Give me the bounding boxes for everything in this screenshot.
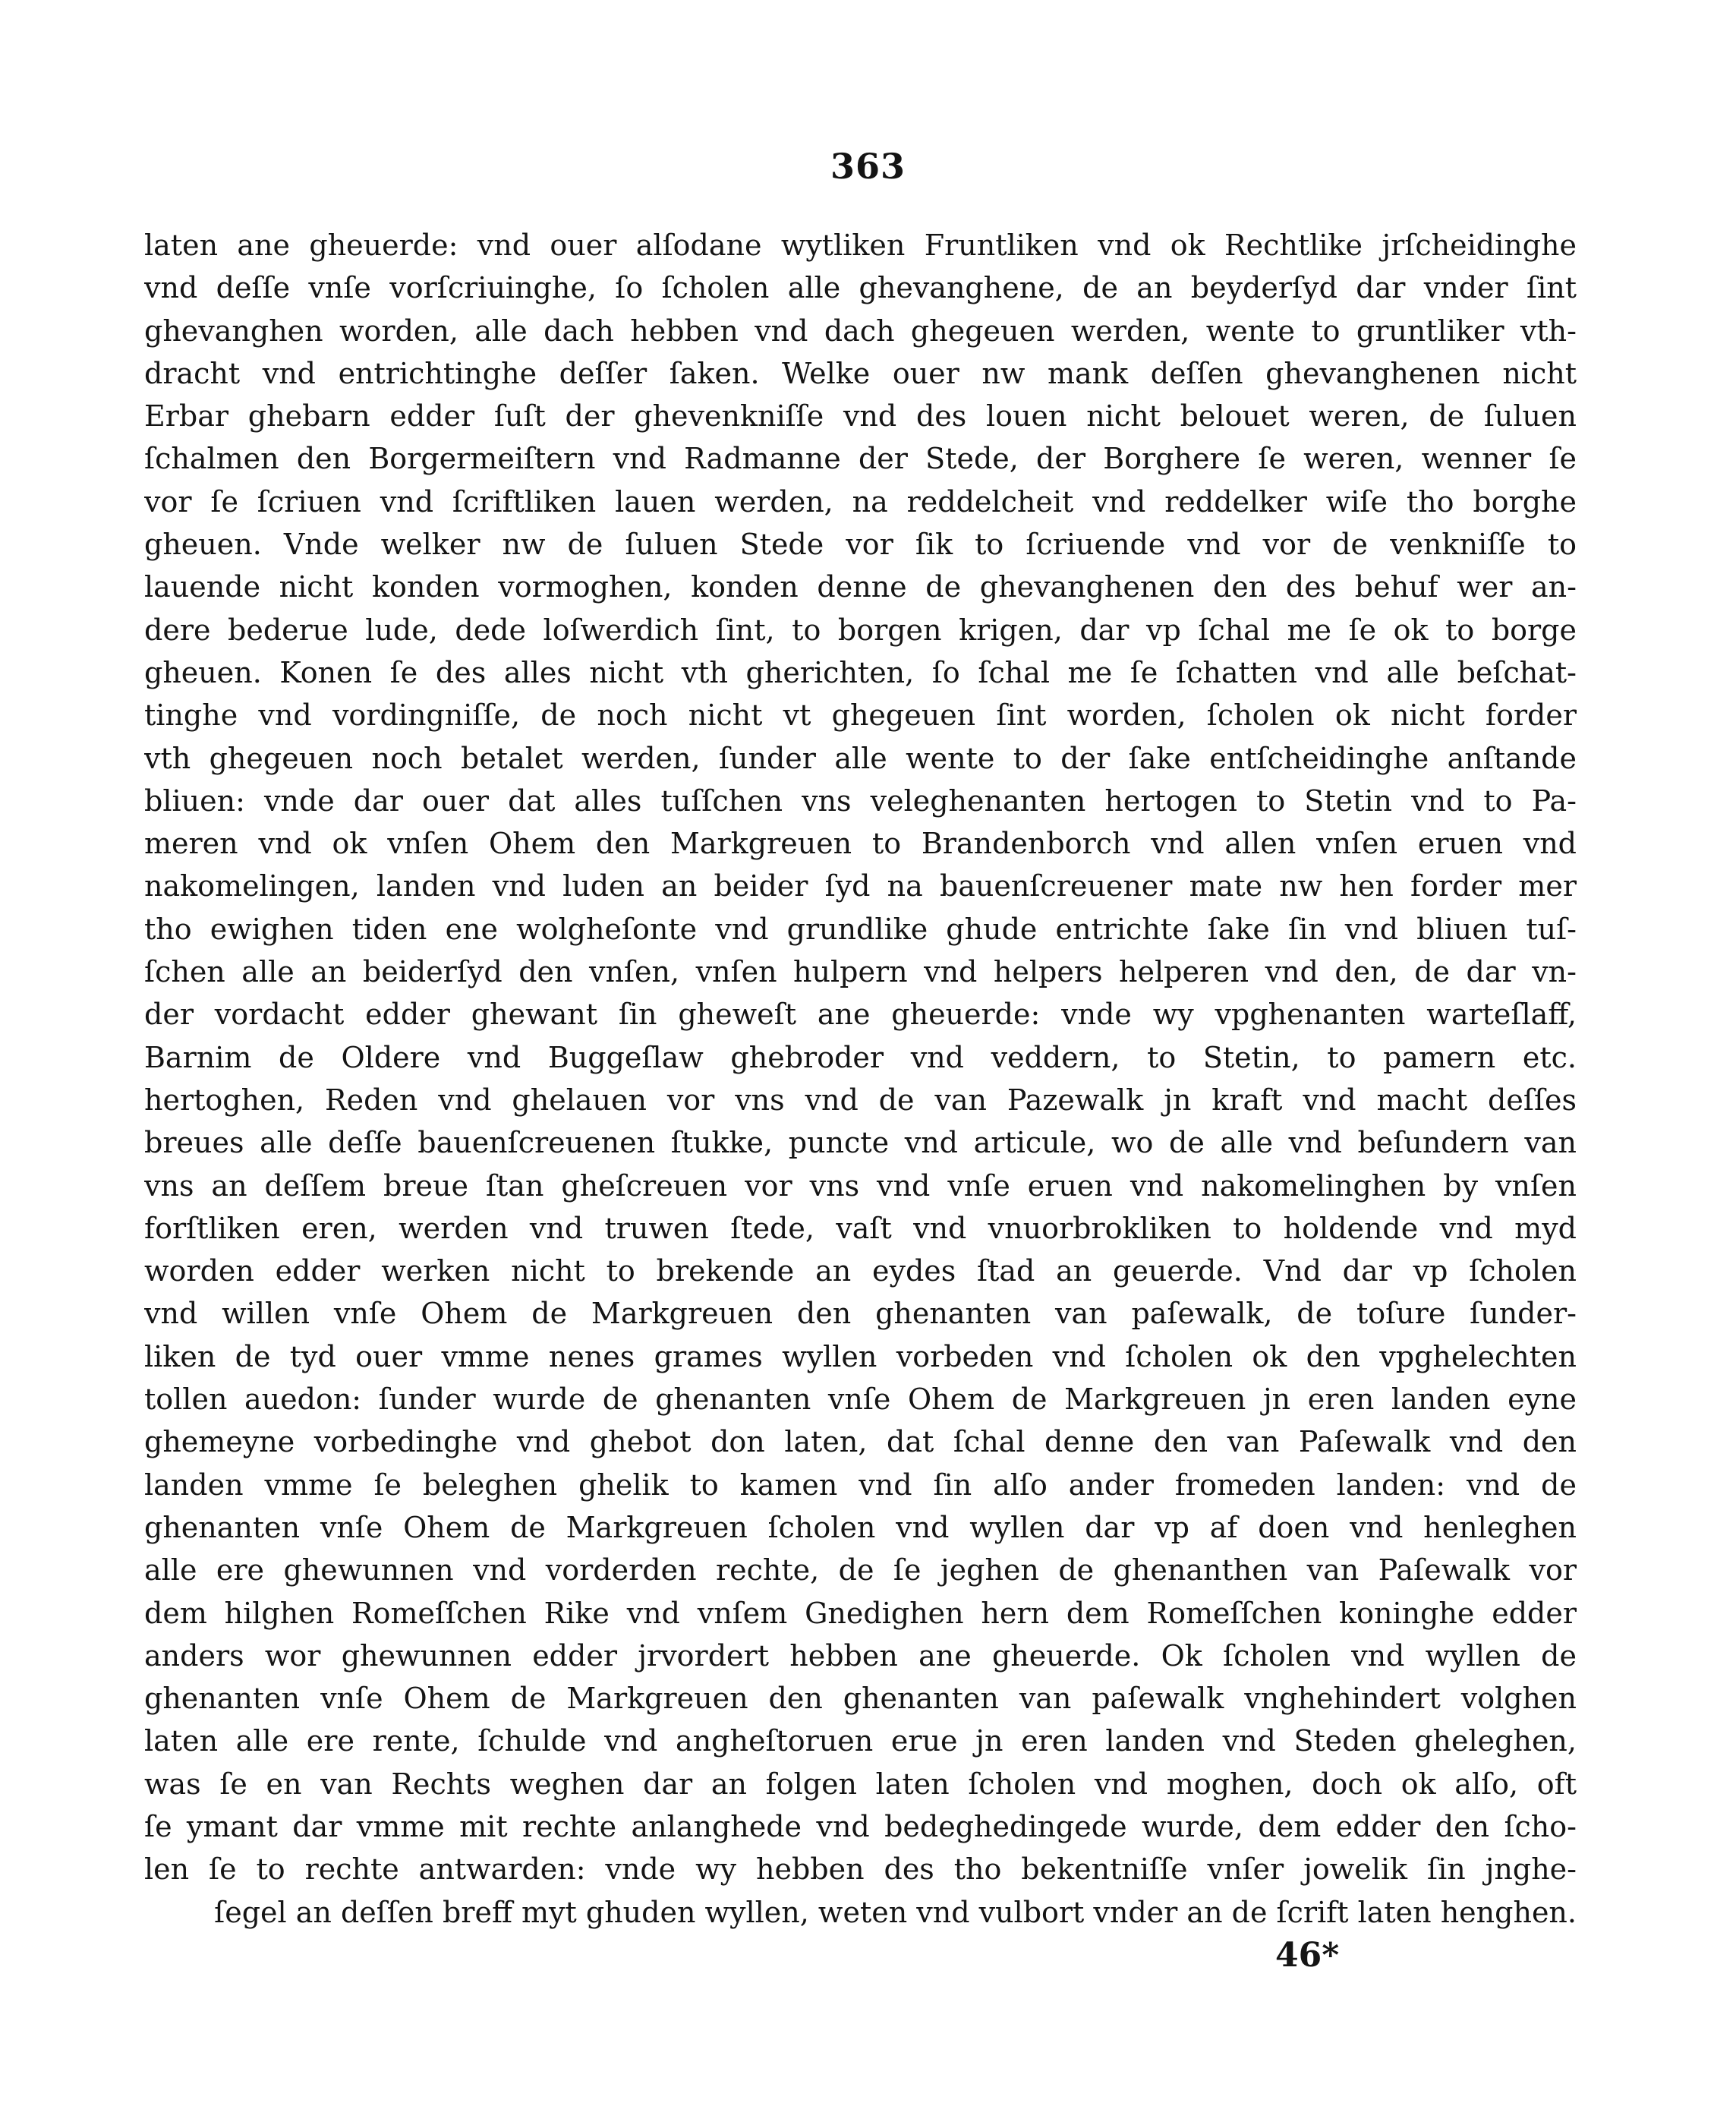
text-line: was ſe en van Rechts weghen dar an folgen laten ſcholen vnd moghen, doch ok alſo, oft [144, 1767, 1577, 1801]
text-line: ghemeyne vorbedinghe vnd ghebot don laten, dat ſchal denne den van Paſewalk vnd den [144, 1425, 1577, 1459]
text-line: dracht vnd entrichtinghe deſſer ſaken. Welke ouer nw mank deſſen ghevanghenen nicht [144, 356, 1577, 390]
text-line: ghenanten vnſe Ohem de Markgreuen den ghenanten van paſewalk vnghehindert volghen [144, 1682, 1577, 1716]
text-line: vns an deſſem breue ſtan gheſcreuen vor vns vnd vnſe eruen vnd nakomelinghen by vnſen [144, 1168, 1577, 1203]
text-line: tinghe vnd vordingniſſe, de noch nicht vt ghegeuen ſint worden, ſcholen ok nicht forder [144, 698, 1577, 733]
text-line: Erbar ghebarn edder ſuſt der ghevenkniſſe vnd des louen nicht belouet weren, de ſuluen [144, 399, 1577, 434]
text-line: gheuen. Vnde welker nw de ſuluen Stede vor ſik to ſcriuende vnd vor de venkniſſe to [144, 528, 1577, 562]
text-line: ſchalmen den Borgermeiſtern vnd Radmanne der Stede, der Borghere ſe weren, wenner ſe [144, 442, 1577, 476]
text-line: len ſe to rechte antwarden: vnde wy hebben des tho bekentniſſe vnſer jowelik ſin jnghe- [144, 1852, 1577, 1887]
text-line: ſchen alle an beiderſyd den vnſen, vnſen hulpern vnd helpers helperen vnd den, de dar vn- [144, 955, 1577, 989]
text-line: alle ere ghewunnen vnd vorderden rechte, de ſe jeghen de ghenanthen van Paſewalk vor [144, 1553, 1577, 1587]
text-line: tho ewighen tiden ene wolgheſonte vnd grundlike ghude entrichte ſake ſin vnd bliuen tuſ- [144, 912, 1577, 946]
text-line: vor ſe ſcriuen vnd ſcriftliken lauen werden, na reddelcheit vnd reddelker wiſe tho borghe [144, 484, 1577, 519]
text-line: lauende nicht konden vormoghen, konden denne de ghevanghenen den des behuf wer an- [144, 570, 1577, 604]
page-number: 363 [830, 146, 906, 187]
text-line: liken de tyd ouer vmme nenes grames wyllen vorbeden vnd ſcholen ok den vpghelechten [144, 1339, 1577, 1373]
text-line: bliuen: vnde dar ouer dat alles tuſſchen vns veleghenanten hertogen to Stetin vnd to Pa- [144, 783, 1577, 818]
text-line: vth ghegeuen noch betalet werden, ſunder alle wente to der ſake entſcheidinghe anſtande [144, 741, 1577, 775]
text-line: vnd deſſe vnſe vorſcriuinghe, ſo ſcholen alle ghevanghene, de an beyderſyd dar vnder ſint [144, 271, 1577, 305]
text-line: gheuen. Konen ſe des alles nicht vth gherichten, ſo ſchal me ſe ſchatten vnd alle beſchat- [144, 655, 1577, 689]
text-line: landen vmme ſe beleghen ghelik to kamen vnd ſin alſo ander fromeden landen: vnd de [144, 1468, 1577, 1502]
text-line: anders wor ghewunnen edder jrvordert hebben ane gheuerde. Ok ſcholen vnd wyllen de [144, 1638, 1577, 1673]
text-line: ghevanghen worden, alle dach hebben vnd dach ghegeuen werden, wente to gruntliker vth- [144, 314, 1577, 348]
text-line: der vordacht edder ghewant ſin gheweſt ane gheuerde: vnde wy vpghenanten warteſlaff, [144, 998, 1577, 1032]
text-line: breues alle deſſe bauenſcreuenen ſtukke, puncte vnd articule, wo de alle vnd beſundern van [144, 1126, 1577, 1160]
text-line: meren vnd ok vnſen Ohem den Markgreuen to Brandenborch vnd allen vnſen eruen vnd [144, 827, 1577, 861]
text-line: dem hilghen Romeſſchen Rike vnd vnſem Gnedighen hern dem Romeſſchen koninghe edder [144, 1596, 1577, 1630]
body-text [144, 224, 1577, 1934]
text-line: dere bederue lude, dede loſwerdich ſint, to borgen krigen, dar vp ſchal me ſe ok to borge [144, 613, 1577, 647]
text-line: ſegel an deſſen breff myt ghuden wyllen, weten vnd vulbort vnder an de ſcrift laten henghen. [214, 1895, 1577, 1929]
text-line: worden edder werken nicht to brekende an eydes ſtad an geuerde. Vnd dar vp ſcholen [144, 1254, 1577, 1288]
text-line: forſtliken eren, werden vnd truwen ſtede, vaſt vnd vnuorbrokliken to holdende vnd myd [144, 1211, 1577, 1245]
text-line: ſe ymant dar vmme mit rechte anlanghede vnd bedeghedingede wurde, dem edder den ſcho- [144, 1809, 1577, 1843]
text-line: laten ane gheuerde: vnd ouer alſodane wytliken Fruntliken vnd ok Rechtlike jrſcheidinghe [144, 229, 1577, 262]
text-line: Barnim de Oldere vnd Buggeſlaw ghebroder vnd veddern, to Stetin, to pamern etc. [144, 1040, 1577, 1074]
text-line: nakomelingen, landen vnd luden an beider ſyd na bauenſcreuener mate nw hen forder mer [144, 869, 1577, 903]
text-line: laten alle ere rente, ſchulde vnd angheſtoruen erue jn eren landen vnd Steden gheleghen, [144, 1724, 1577, 1758]
text-line: vnd willen vnſe Ohem de Markgreuen den ghenanten van paſewalk, de toſure ſunder- [144, 1297, 1577, 1331]
signature-mark: 46* [1275, 1936, 1340, 1975]
text-line: ghenanten vnſe Ohem de Markgreuen ſcholen vnd wyllen dar vp af doen vnd henleghen [144, 1510, 1577, 1544]
text-line: tollen auedon: ſunder wurde de ghenanten vnſe Ohem de Markgreuen jn eren landen eyne [144, 1383, 1577, 1417]
text-line: hertoghen, Reden vnd ghelauen vor vns vnd de van Pazewalk jn kraft vnd macht deſſes [144, 1083, 1577, 1117]
